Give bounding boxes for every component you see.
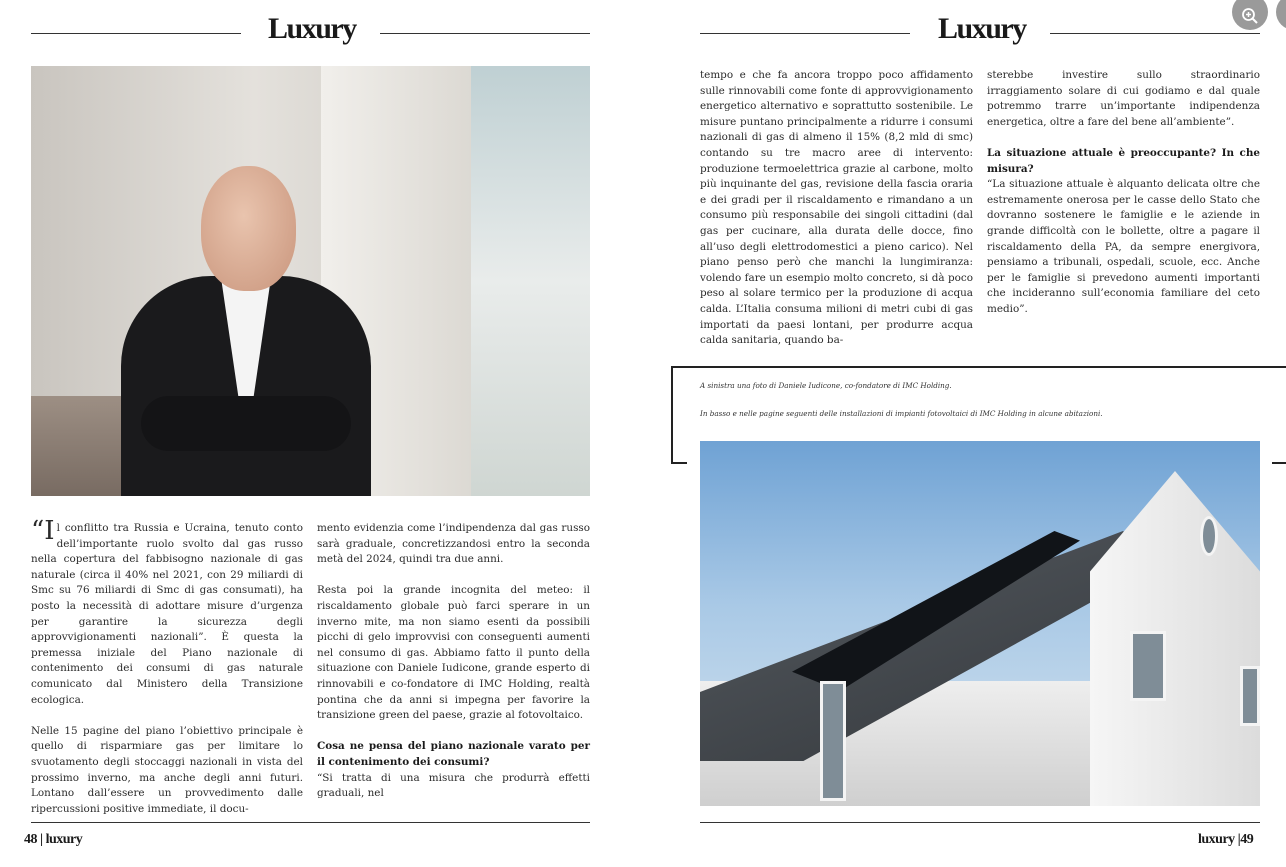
- right-page-footer: luxury |49: [1198, 832, 1254, 847]
- interview-answer: “Si tratta di una misura che produrrà effetti graduali, nel: [317, 771, 590, 800]
- header-rule-right-a: [700, 33, 910, 34]
- left-column-2: [317, 521, 590, 802]
- left-page-footer: 48 | luxury: [24, 832, 83, 847]
- zoom-in-button[interactable]: [1232, 0, 1268, 30]
- article-paragraph: Nelle 15 pagine del piano l’obiettivo principale è quello di risparmiare gas per limitare lo svuotamento degli stoccaggi nazionali in vista del prossimo inverno, ma anche degli anni futuri. Lontano dall’essere un provvedimento dalle ripercussioni positive immediate, il docu-: [31, 724, 303, 815]
- header-rule-right-b: [1050, 33, 1260, 34]
- interview-question: Cosa ne pensa del piano nazionale varato per il contenimento dei consumi?: [317, 740, 590, 768]
- footer-rule-right: [700, 822, 1260, 823]
- left-page-header: Luxury: [268, 12, 356, 45]
- photo-caption-1: A sinistra una foto di Daniele Iudicone, co-fondatore di IMC Holding.: [700, 381, 952, 390]
- footer-rule-left: [31, 822, 590, 823]
- header-rule-left-b: [380, 33, 590, 34]
- right-column-2: [987, 68, 1260, 318]
- dropcap: “I: [31, 516, 55, 546]
- article-intro: l conflitto tra Russia e Ucraina, tenuto conto dell’importante ruolo svolto dal gas russo nella copertura del fabbisogno nazionale di gas naturale (circa il 40% nel 2021, con 29 miliardi di Smc su 76 miliardi di Smc di gas consumati), ha posto la necessità di adottare misure d’urgenza per garantire la sicurezza degli approvvigionamenti nazionali”. È questa la premessa iniziale del Piano nazionale di contenimento dei consumi di gas naturale comunicato dal Ministero della Transizione ecologica.: [31, 522, 303, 706]
- article-paragraph: Resta poi la grande incognita del meteo: il riscaldamento globale può farci sperare in un inverno mite, ma non siamo esenti da possibili picchi di gelo improvvisi con conseguenti aumenti nel consumo di gas. Abbiamo fatto il punto della situazione con Daniele Iudicone, grande esperto di rinnovabili e co-fondatore di IMC Holding, realtà pontina che da anni si impegna per favorire la transizione green del paese, grazie al fotovoltaico.: [317, 584, 590, 722]
- solar-house-photo: [700, 441, 1260, 806]
- right-column-1: [700, 68, 973, 364]
- header-rule-left-a: [31, 33, 241, 34]
- caption-tick-right: [1272, 462, 1286, 464]
- zoom-in-icon: [1241, 7, 1259, 25]
- article-paragraph: tempo e che fa ancora troppo poco affidamento sulle rinnovabili come fonte di approvvigionamento energetico alternativo e soprattutto sostenibile. Le misure puntano principalmente a ridurre i consumi nazionali di gas di almeno il 15% (8,2 mld di smc) contando su tre macro aree di intervento: produzione termoelettrica grazie al carbone, molto più inquinante del gas, revisione della fascia oraria e dei gradi per il riscaldamento e rimandano a un consumo più responsabile dei singoli cittadini (dal gas per cucinare, alla durata delle docce, fino all’uso degli elettrodomestici a pieno carico). Nel piano penso però che manchi la lungimiranza: volendo fare un esempio molto concreto, si dà poco peso al solare termico per la produzione di acqua calda. L’Italia consuma milioni di metri cubi di gas importati da paesi lontani, per produrre acqua calda sanitaria, quando ba-: [700, 69, 973, 347]
- portrait-photo: [31, 66, 590, 496]
- interview-question: La situazione attuale è preoccupante? In che misura?: [987, 146, 1260, 175]
- secondary-view-button[interactable]: [1276, 0, 1286, 30]
- article-paragraph: mento evidenzia come l’indipendenza dal gas russo sarà graduale, concretizzandosi entro la seconda metà del 2024, quindi tra due anni.: [317, 522, 590, 566]
- caption-tick-left: [671, 462, 687, 464]
- article-paragraph: sterebbe investire sullo straordinario irraggiamento solare di cui godiamo e dal quale potremmo trarre un’importante indipendenza energetica, oltre a fare del bene all’ambiente”.: [987, 69, 1260, 128]
- left-column-1: [31, 516, 303, 833]
- interview-answer: “La situazione attuale è alquanto delicata oltre che estremamente onerosa per le casse dello Stato che dovranno sostenere le famiglie e le aziende in grande difficoltà con le bollette, oltre a pagare il riscaldamento della PA, da sempre energivora, pensiamo a tribunali, ospedali, scuole, ecc. Anche per le famiglie si prevedono aumenti importanti che incideranno sull’economia familiare del ceto medio”.: [987, 178, 1260, 315]
- right-page-header: Luxury: [938, 12, 1026, 45]
- photo-caption-2: In basso e nelle pagine seguenti delle installazioni di impianti fotovoltaici di IMC Holding in alcune abitazioni.: [700, 409, 1103, 418]
